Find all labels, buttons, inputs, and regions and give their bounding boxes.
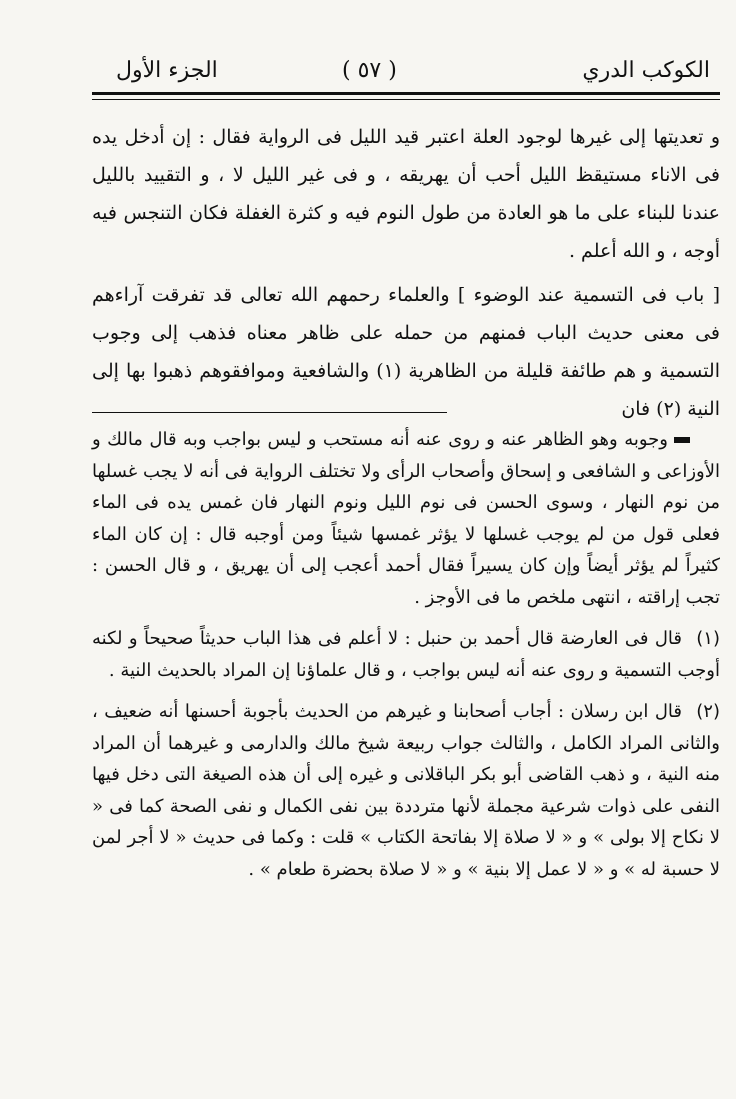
footnote-separator xyxy=(92,412,447,413)
paragraph: و تعديتها إلى غيرها لوجود العلة اعتبر قيد الليل فى الرواية فقال : إن أدخل يده فى الاناء مستيقظ الليل أحب أن يهريقه ، و فى غير الليل لا ، و التقييد بالليل عندنا للبناء على ما هو العادة من طول النوم فيه و كثرة الغفلة فكان التنجس فيه أوجه ، و الله أعلم . xyxy=(92,126,720,262)
footnote-1 xyxy=(92,623,720,686)
paragraph: [ باب فى التسمية عند الوضوء ] والعلماء رحمهم الله تعالى قد تفرقت آراءهم فى معنى حديث الباب فمنهم من حمله على ظاهر معناه فذهب إلى وجوب التسمية و هم طائفة قليلة من الظاهرية (١) والشافعية وموافقوهم ذهبوا بها إلى النية (٢) فان xyxy=(92,284,721,420)
footnote-number: (٢) xyxy=(696,701,720,722)
header-rule-thin xyxy=(92,99,720,100)
footnote-continuation-text: وجوبه وهو الظاهر عنه و روى عنه أنه مستحب و ليس بواجب وبه قال مالك و الأوزاعى و الشافعى و إسحاق وأصحاب الرأى ولا تختلف الرواية فى أنه لا يجب غسلها من نوم النهار ، وسوى الحسن فى نوم الليل ونوم النهار فان غمس يده فى الماء فعلى قول من لم يوجب غسلها لا يؤثر غمسها شيئاً ومن أوجبه قال : إن كان الماء كثيراً لم يؤثر أيضاً وإن كان يسيراً فقال أحمد أعجب إلى أن يهريق ، و قال الحسن : تجب إراقته ، انتهى ملخص ما فى الأوجز . xyxy=(92,429,720,608)
footnote-continuation xyxy=(92,424,720,613)
footnote-text: قال فى العارضة قال أحمد بن حنبل : لا أعلم فى هذا الباب حديثاً صحيحاً و لكنه أوجب التسمية و روى عنه أنه ليس بواجب ، و قال علماؤنا إن المراد بالحديث النية . xyxy=(92,628,720,681)
header-rule-thick xyxy=(92,92,720,95)
footnotes xyxy=(92,424,720,895)
book-title: الكوكب الدري xyxy=(582,58,710,83)
page-number: ( ٥٧ ) xyxy=(342,58,397,83)
volume-label: الجزء الأول xyxy=(116,58,218,83)
footnote-number: (١) xyxy=(696,628,720,649)
footnote-text: قال ابن رسلان : أجاب أصحابنا و غيرهم من الحديث بأجوبة أحسنها أنه ضعيف ، والثانى المراد الكامل ، والثالث جواب ربيعة شيخ مالك والدارمى و غيرهما أن المراد منه النية ، و ذهب القاضى أبو بكر الباقلانى و غيره إلى أن هذه الصيغة التى دخل فيها النفى على ذوات شرعية مجملة لأنها مترددة بين نفى الكمال و نفى الصحة كما فى « لا نكاح إلا بولى » و « لا صلاة إلا بفاتحة الكتاب » قلت : وكما فى حديث « لا أجر لمن لا حسبة له » و « لا عمل إلا بنية » و « لا صلاة بحضرة طعام » . xyxy=(92,701,720,880)
page-header xyxy=(92,54,720,90)
footnote-2 xyxy=(92,696,720,885)
main-text xyxy=(92,118,720,428)
continuation-mark xyxy=(674,437,690,443)
